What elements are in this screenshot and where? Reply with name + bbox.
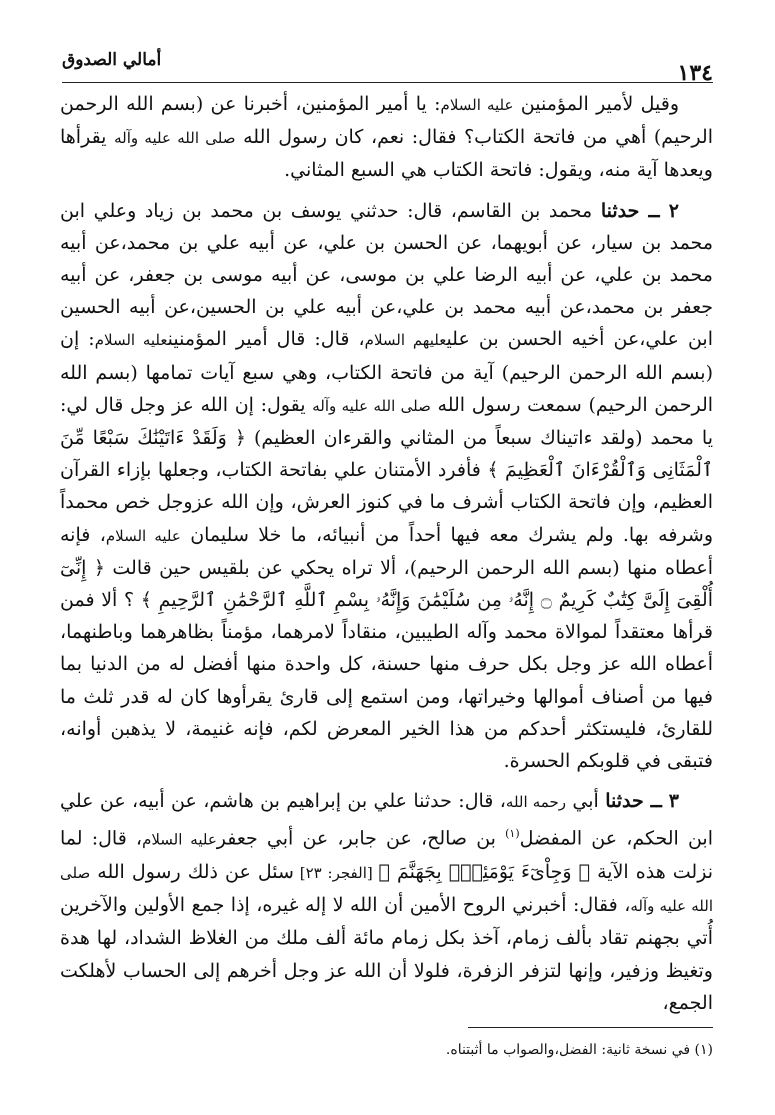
hadith-lead: ٢ ــ حدثنا: [600, 199, 679, 222]
honorific: عليه السلام: [94, 331, 168, 350]
text-run: يقول: إن الله عز وجل قال لي: يا محمد (ولقد ءاتيناك سبعاً من المثاني والقرءان العظيم): [60, 393, 713, 450]
page-number: ١٣٤: [677, 60, 713, 86]
paragraph-2: [60, 195, 713, 778]
main-text: [60, 88, 713, 1019]
text-run: ، قال: قال أمير المؤمنين: [167, 328, 365, 351]
quran-verse: ﴿ وَلَقَدْ ءَاتَيْنَٰكَ سَبْعًا مِّنَ ٱلْمَثَانِى وَٱلْقُرْءَانَ ٱلْعَظِيمَ ﴾: [60, 427, 713, 482]
footnote-divider: [468, 1027, 713, 1028]
honorific: عليه السلام: [142, 830, 217, 849]
text-run: فأفرد الأمتنان علي بفاتحة الكتاب، وجعلها بإزاء القرآن العظيم، وإن فاتحة الكتاب أشرف ما في كنوز العرش، وإن الله عزوجل خص محمداً وشرفه بها. ولم يشرك معه فيها أحداً من أنبيائه، ما خلا سليمان: [60, 459, 713, 546]
footnote-reference[interactable]: (١): [505, 827, 520, 841]
text-run: ، قال: لما نزلت هذه الآية: [60, 827, 713, 883]
paragraph-1: [60, 88, 713, 187]
text-run: ، قال: حدثنا علي بن إبراهيم بن هاشم، عن أبيه، عن علي ابن الحكم، عن المفضل: [60, 790, 713, 850]
page-header: [62, 42, 713, 86]
honorific: صلى الله عليه وآله: [114, 129, 236, 148]
text-run: بن صالح، عن جابر، عن أبي جعفر: [216, 827, 506, 850]
honorific: عليهم السلام: [364, 331, 447, 350]
honorific: صلى الله عليه وآله: [312, 396, 431, 415]
honorific: عليه السلام: [105, 526, 181, 545]
text-run: يقرأها ويعدها آية منه، ويقول: فاتحة الكتاب هي السبع المثاني.: [60, 126, 713, 182]
paragraph-3: [60, 785, 713, 1019]
quran-verse: ﴿ وَجِاْىٓءَ يَوْمَئِذٍۭ بِجَهَنَّمَ ﴾: [378, 861, 591, 883]
text-run: : يا أمير المؤمنين، أخبرنا عن (بسم الله الرحمن الرحيم) أهي من فاتحة الكتاب؟ فقال: نعم، كان رسول الله: [60, 93, 713, 149]
text-run: محمد بن القاسم، قال: حدثني يوسف بن محمد بن زياد وعلي ابن محمد بن سيار، عن أبويهما، عن الحسن بن علي، عن أبيه علي بن محمد،عن أبيه محمد بن علي، عن أبيه الرضا علي بن موسى، عن أبيه موسى بن جعفر، عن أبيه جعفر بن محمد،عن أبيه محمد بن علي،عن أبيه علي بن الحسين،عن أبيه الحسين ابن علي،عن أخيه الحسن بن علي: [60, 199, 713, 351]
text-run: أبي: [566, 790, 606, 813]
hadith-lead: ٣ ــ حدثنا: [605, 790, 679, 813]
honorific: صلى الله عليه وآله: [60, 864, 713, 916]
quran-verse: ﴿ إِنِّىٓ أُلْقِىَ إِلَىَّ كِتَٰبٌ كَرِيمٌ ۝ إِنَّهُۥ مِن سُلَيْمَٰنَ وَإِنَّهُۥ بِسْمِ ٱللَّهِ ٱلرَّحْمَٰنِ ٱلرَّحِيمِ ﴾: [60, 556, 713, 612]
text-run: وقيل لأمير المؤمنين: [513, 93, 680, 115]
text-run: ، فقال: أخبرني الروح الأمين أن الله لا إله غيره، إذا جمع الأولين والآخرين أُتي بجهنم تقاد بألف زمام، آخذ بكل زمام مائة ألف ملك من الغلاظ الشداد، لها هدة وتغيظ وزفير، وإنها لتزفر الزفرة، فلولا أن الله عز وجل أخرهم إلى الحساب لأهلكت الجمع،: [60, 894, 713, 1014]
quran-reference: [الفجر: ٢٣]: [293, 864, 379, 882]
text-run: ؟ ألا فمن قرأها معتقداً لموالاة محمد وآله الطيبين، منقاداً لامرهما، مؤمناً بظاهرهما وباطنهما، أعطاه الله عز وجل بكل حرف منها حسنة، كل واحدة منها أفضل له من الدنيا بما فيها من أصناف أموالها وخيراتها، ومن استمع إلى قارئ يقرأوها كان له قدر ثلث ما للقارئ، فليستكثر أحدكم من هذا الخير المعرض لكم، فإنه غنيمة، لا يذهبن أوانه، فتبقى في قلوبكم الحسرة.: [60, 589, 713, 773]
footnote: (١) في نسخة ثانية: الفضل،والصواب ما أثبتناه.: [445, 1042, 713, 1058]
honorific: عليه السلام: [440, 96, 514, 114]
text-run: : إن (بسم الله الرحمن الرحيم) آية من فاتحة الكتاب، وهي سبع آيات تمامها (بسم الله الرحمن الرحيم) سمعت رسول الله: [60, 328, 714, 416]
text-run: ، فإنه أعطاه منها (بسم الله الرحمن الرحيم)، ألا تراه يحكي عن بلقيس حين قالت: [60, 523, 713, 579]
book-title: أمالي الصدوق: [62, 50, 162, 70]
honorific: رحمه الله: [505, 793, 566, 812]
text-run: سئل عن ذلك رسول الله: [90, 861, 294, 883]
